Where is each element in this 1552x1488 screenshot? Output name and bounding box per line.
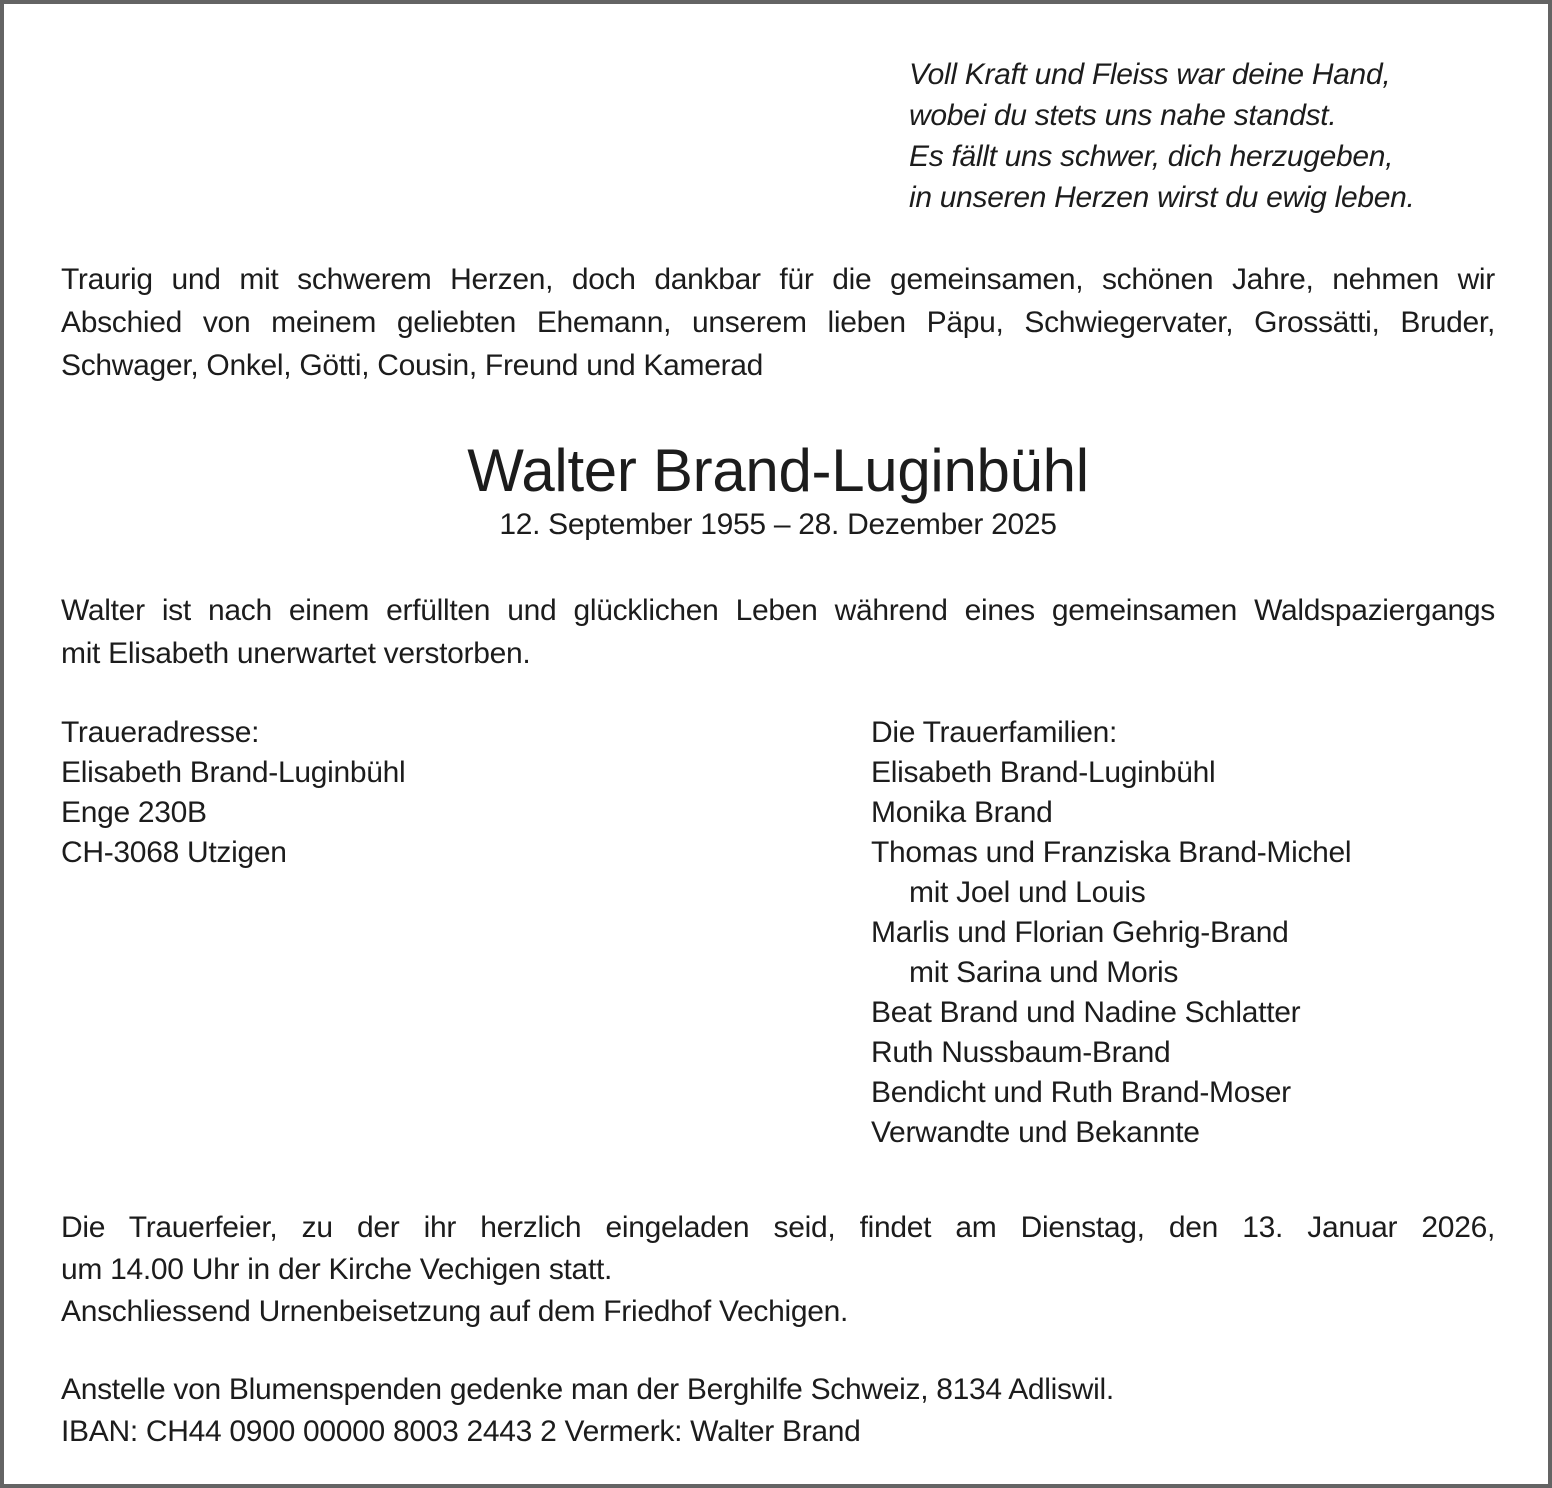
families-label: Die Trauerfamilien: [871,716,1118,749]
donation-line: IBAN: CH44 0900 00000 8003 2443 2 Vermerk: Walter Brand [61,1415,861,1448]
poem-line: Voll Kraft und Fleiss war deine Hand, [909,58,1391,91]
death-circumstances-line: mit Elisabeth unerwartet verstorben. [61,637,531,670]
poem-line: Es fällt uns schwer, dich herzugeben, [909,140,1394,173]
intro-line: Abschied von meinem geliebten Ehemann, unserem lieben Päpu, Schwiegervater, Grossätti, Bruder, [61,306,1495,339]
service-line: Anschliessend Urnenbeisetzung auf dem Friedhof Vechigen. [61,1295,849,1328]
address-line: Elisabeth Brand-Luginbühl [61,756,406,789]
donation-line: Anstelle von Blumenspenden gedenke man der Berghilfe Schweiz, 8134 Adliswil. [61,1373,1114,1406]
service-line: Die Trauerfeier, zu der ihr herzlich eingeladen seid, findet am Dienstag, den 13. Januar 2026, [61,1211,1495,1244]
family-entry-children: mit Sarina und Moris [909,956,1179,989]
donation-info [61,1369,1495,1453]
family-entry: Marlis und Florian Gehrig-Brand [871,916,1289,949]
address-line: Enge 230B [61,796,207,829]
family-entry: Elisabeth Brand-Luginbühl [871,756,1216,789]
family-entry-children: mit Joel und Louis [909,876,1146,909]
life-dates: 12. September 1955 – 28. Dezember 2025 [499,508,1057,541]
family-entry: Beat Brand und Nadine Schlatter [871,996,1301,1029]
address-line: CH-3068 Utzigen [61,836,287,869]
family-entry: Bendicht und Ruth Brand-Moser [871,1076,1291,1109]
family-entry: Ruth Nussbaum-Brand [871,1036,1171,1069]
death-circumstances-line: Walter ist nach einem erfüllten und glücklichen Leben während eines gemeinsamen Waldspaziergangs [61,594,1495,627]
mourning-families [871,713,1495,1153]
funeral-service-info [61,1207,1495,1333]
family-entry: Thomas und Franziska Brand-Michel [871,836,1352,869]
intro-paragraph [61,258,1495,387]
intro-line: Traurig und mit schwerem Herzen, doch dankbar für die gemeinsamen, schönen Jahre, nehmen wir [61,263,1495,296]
family-entry: Verwandte und Bekannte [871,1116,1200,1149]
poem-line: in unseren Herzen wirst du ewig leben. [909,181,1415,214]
memorial-poem [909,54,1495,218]
mourning-address [61,713,871,1153]
poem-line: wobei du stets uns nahe standst. [909,99,1337,132]
deceased-header [61,439,1495,545]
service-line: um 14.00 Uhr in der Kirche Vechigen statt. [61,1253,613,1286]
family-entry: Monika Brand [871,796,1053,829]
address-label: Traueradresse: [61,716,260,749]
death-circumstances [61,589,1495,675]
address-and-families [61,713,1495,1153]
intro-line: Schwager, Onkel, Götti, Cousin, Freund und Kamerad [61,349,764,382]
deceased-name: Walter Brand-Luginbühl [467,437,1089,504]
